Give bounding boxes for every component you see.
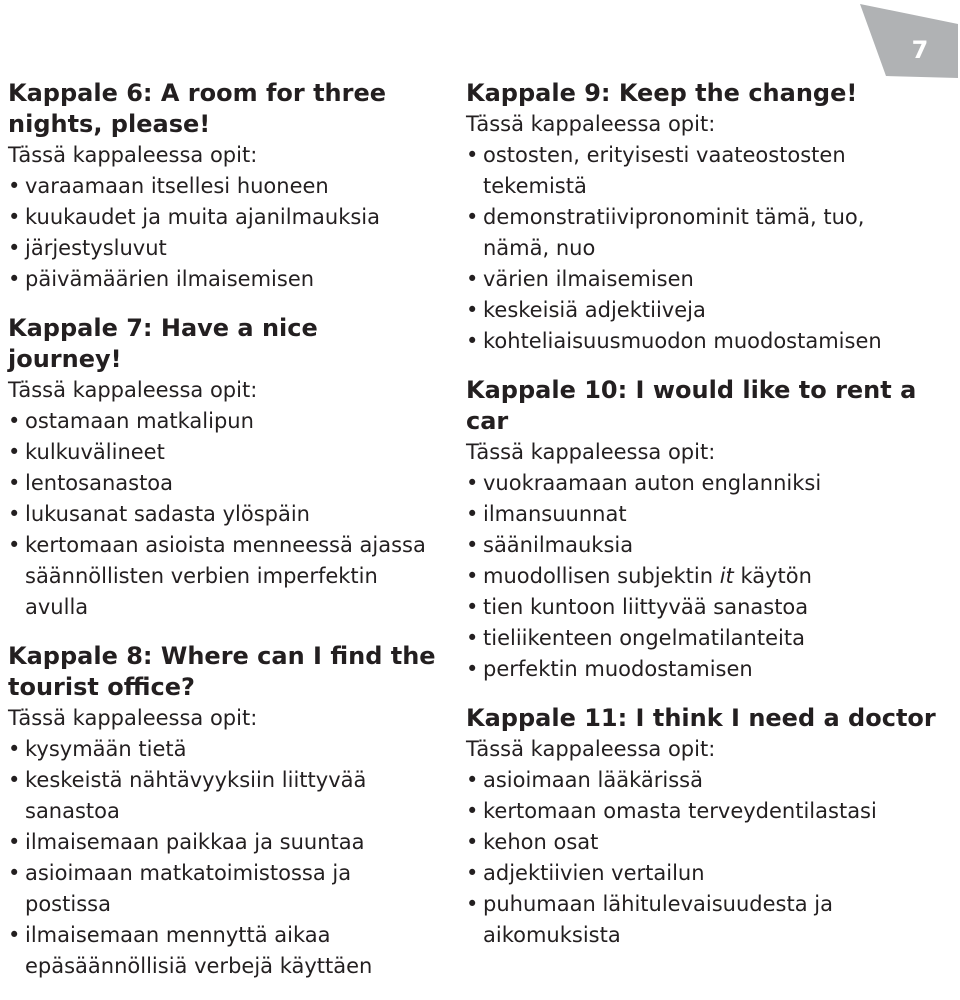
learning-goal-text: kehon osat (483, 830, 599, 854)
lesson-section (8, 313, 438, 623)
learning-goal-text: puhumaan lähitulevaisuudesta ja aikomuksista (483, 892, 833, 947)
learning-goal-item (466, 592, 936, 623)
learning-goal-item (8, 202, 438, 233)
learning-goal-item (8, 406, 438, 437)
bullet-dot-icon: • (466, 471, 479, 495)
learning-goal-text: tieliikenteen ongelmatilanteita (483, 626, 805, 650)
learning-goal-text: kertomaan omasta terveydentilastasi (483, 799, 877, 823)
learning-goal-text: järjestysluvut (25, 236, 167, 260)
lesson-section (466, 375, 936, 685)
page-number: 7 (911, 36, 929, 64)
learning-goals-list (8, 734, 438, 982)
lesson-intro: Tässä kappaleessa opit: (466, 112, 716, 136)
lesson-intro: Tässä kappaleessa opit: (466, 440, 716, 464)
lesson-section (466, 78, 936, 357)
learning-goal-item (466, 889, 936, 951)
learning-goal-text: demonstratiivipronominit tämä, tuo, nämä, nuo (483, 205, 865, 260)
learning-goal-item (466, 202, 936, 264)
learning-goal-text: tien kuntoon liittyvää sanastoa (483, 595, 809, 619)
learning-goal-text: kohteliaisuusmuodon muodostamisen (483, 329, 882, 353)
learning-goal-item (466, 499, 936, 530)
bullet-dot-icon: • (466, 626, 479, 650)
learning-goal-item (8, 499, 438, 530)
learning-goal-text: adjektiivien vertailun (483, 861, 705, 885)
learning-goal-text: käytön (733, 564, 812, 588)
bullet-dot-icon: • (8, 923, 21, 947)
learning-goal-text: ostamaan matkalipun (25, 409, 254, 433)
learning-goal-text: asioimaan lääkärissä (483, 768, 703, 792)
bullet-dot-icon: • (466, 768, 479, 792)
lesson-title: Kappale 9: Keep the change! (466, 79, 858, 107)
learning-goal-text: kulkuvälineet (25, 440, 165, 464)
bullet-dot-icon: • (466, 830, 479, 854)
learning-goal-text: muodollisen subjektin (483, 564, 720, 588)
lesson-intro: Tässä kappaleessa opit: (8, 378, 258, 402)
learning-goal-text: vuokraamaan auton englanniksi (483, 471, 822, 495)
learning-goal-text: varaamaan itsellesi huoneen (25, 174, 329, 198)
bullet-dot-icon: • (8, 737, 21, 761)
bullet-dot-icon: • (466, 143, 479, 167)
learning-goal-text: lukusanat sadasta ylöspäin (25, 502, 310, 526)
learning-goal-item (8, 858, 438, 920)
bullet-dot-icon: • (466, 267, 479, 291)
learning-goals-list (8, 171, 438, 295)
learning-goal-item (466, 765, 936, 796)
bullet-dot-icon: • (8, 830, 21, 854)
bullet-dot-icon: • (466, 861, 479, 885)
learning-goals-list (466, 765, 936, 951)
bullet-dot-icon: • (8, 409, 21, 433)
lesson-section (466, 703, 936, 951)
bullet-dot-icon: • (466, 564, 479, 588)
bullet-dot-icon: • (8, 267, 21, 291)
learning-goal-item (466, 796, 936, 827)
bullet-dot-icon: • (8, 768, 21, 792)
lesson-intro: Tässä kappaleessa opit: (466, 737, 716, 761)
learning-goal-item (466, 140, 936, 202)
learning-goal-item (466, 295, 936, 326)
learning-goal-item (8, 264, 438, 295)
learning-goal-text: ilmaisemaan mennyttä aikaa epäsäännöllisiä verbejä käyttäen (25, 923, 373, 978)
learning-goal-text: keskeistä nähtävyyksiin liittyvää sanastoa (25, 768, 367, 823)
learning-goal-text: säänilmauksia (483, 533, 634, 557)
learning-goal-item (8, 827, 438, 858)
learning-goal-item (466, 561, 936, 592)
right-column (466, 78, 936, 969)
learning-goals-list (466, 140, 936, 357)
bullet-dot-icon: • (466, 533, 479, 557)
learning-goal-text: kysymään tietä (25, 737, 187, 761)
learning-goal-item (466, 827, 936, 858)
bullet-dot-icon: • (8, 502, 21, 526)
bullet-dot-icon: • (466, 502, 479, 526)
learning-goal-text: ilmansuunnat (483, 502, 627, 526)
lesson-section (8, 78, 438, 295)
learning-goal-item (466, 530, 936, 561)
learning-goal-item (8, 171, 438, 202)
learning-goal-item (8, 233, 438, 264)
lesson-title: Kappale 8: Where can I find the tourist office? (8, 642, 436, 701)
bullet-dot-icon: • (8, 205, 21, 229)
learning-goals-list (466, 468, 936, 685)
learning-goals-list (8, 406, 438, 623)
bullet-dot-icon: • (8, 174, 21, 198)
learning-goal-item (466, 654, 936, 685)
lesson-title: Kappale 7: Have a nice journey! (8, 314, 318, 373)
learning-goal-text: ilmaisemaan paikkaa ja suuntaa (25, 830, 365, 854)
lesson-title: Kappale 11: I think I need a doctor (466, 704, 936, 732)
learning-goal-text: perfektin muodostamisen (483, 657, 753, 681)
learning-goal-item (8, 530, 438, 623)
bullet-dot-icon: • (466, 799, 479, 823)
learning-goal-text: lentosanastoa (25, 471, 174, 495)
bullet-dot-icon: • (466, 205, 479, 229)
lesson-section (8, 641, 438, 982)
bullet-dot-icon: • (466, 657, 479, 681)
bullet-dot-icon: • (8, 440, 21, 464)
bullet-dot-icon: • (8, 236, 21, 260)
learning-goal-item (466, 264, 936, 295)
learning-goal-item (8, 765, 438, 827)
learning-goal-text: värien ilmaisemisen (483, 267, 694, 291)
learning-goal-item (466, 326, 936, 357)
learning-goal-item (466, 623, 936, 654)
learning-goal-item (8, 468, 438, 499)
learning-goal-item (466, 858, 936, 889)
learning-goal-text: asioimaan matkatoimistossa ja postissa (25, 861, 352, 916)
bullet-dot-icon: • (466, 892, 479, 916)
learning-goal-item (8, 437, 438, 468)
lesson-intro: Tässä kappaleessa opit: (8, 706, 258, 730)
bullet-dot-icon: • (466, 595, 479, 619)
learning-goal-item (466, 468, 936, 499)
bullet-dot-icon: • (466, 298, 479, 322)
learning-goal-text: kuukaudet ja muita ajanilmauksia (25, 205, 381, 229)
learning-goal-text: kertomaan asioista menneessä ajassa säännöllisten verbien imperfektin avulla (25, 533, 426, 619)
bullet-dot-icon: • (8, 533, 21, 557)
lesson-title: Kappale 10: I would like to rent a car (466, 376, 917, 435)
left-column (8, 78, 438, 1000)
bullet-dot-icon: • (466, 329, 479, 353)
learning-goal-item (8, 734, 438, 765)
learning-goal-emphasis: it (719, 564, 734, 588)
learning-goal-text: keskeisiä adjektiiveja (483, 298, 706, 322)
lesson-title: Kappale 6: A room for three nights, please! (8, 79, 387, 138)
lesson-intro: Tässä kappaleessa opit: (8, 143, 258, 167)
bullet-dot-icon: • (8, 471, 21, 495)
bullet-dot-icon: • (8, 861, 21, 885)
learning-goal-text: ostosten, erityisesti vaateostosten tekemistä (483, 143, 846, 198)
learning-goal-text: päivämäärien ilmaisemisen (25, 267, 315, 291)
learning-goal-item (8, 920, 438, 982)
